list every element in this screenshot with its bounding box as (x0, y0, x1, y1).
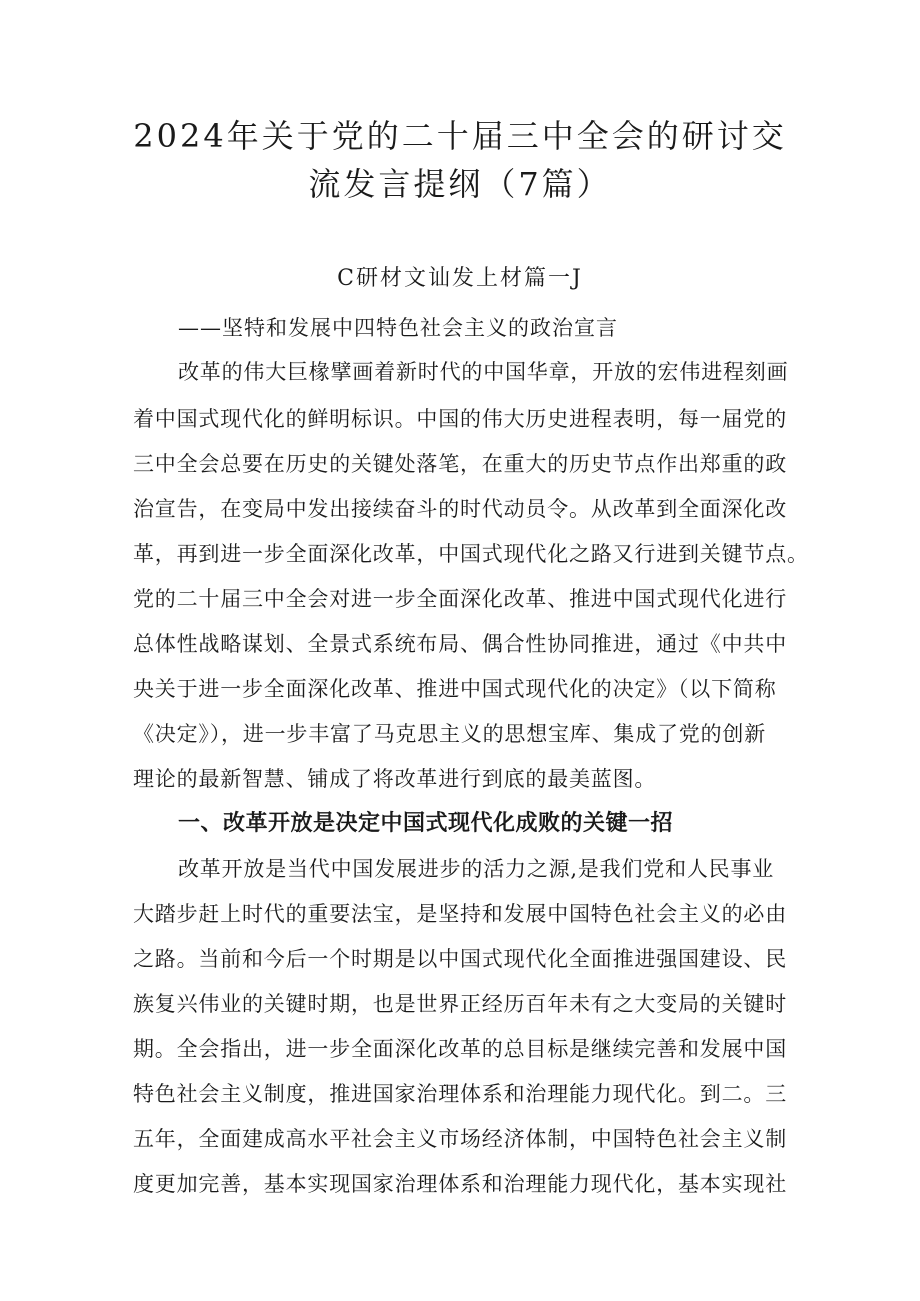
paragraph-line: 着中国式现代化的鲜明标识。中国的伟大历史进程表明，每一届党的 (133, 407, 787, 431)
paragraph-line: 央关于进一步全面深化改革、推进中国式现代化的决定》（以下简称 (133, 677, 777, 701)
paragraph-line: 度更加完善，基本实现国家治理体系和治理能力现代化，基本实现社 (133, 1172, 787, 1196)
paragraph-line: 三中全会总要在历史的关键处落笔，在重大的历史节点作出郑重的政 (133, 452, 787, 476)
paragraph-line: 治宣告，在变局中发出接续奋斗的时代动员令。从改革到全面深化改 (133, 497, 787, 521)
paragraph-line: 《决定》），进一步丰富了马克思主义的思想宝库、集成了党的创新 (133, 722, 766, 746)
paragraph-line: 期。全会指出，进一步全面深化改革的总目标是继续完善和发展中国 (133, 1037, 787, 1061)
paragraph-line: 革，再到进一步全面深化改革，中国式现代化之路又行进到关键节点。 (133, 542, 809, 566)
paragraph-line: 改革的伟大巨椽擘画着新时代的中国华章，开放的宏伟进程刻画 (178, 360, 789, 384)
paragraph-line: 大踏步赶上时代的重要法宝，是坚持和发展中国特色社会主义的必由 (133, 902, 787, 926)
paragraph-line: 总体性战略谋划、全景式系统布局、偶合性协同推进，通过《中共中 (133, 632, 787, 656)
paragraph-line: 之路。当前和今后一个时期是以中国式现代化全面推进强国建设、民 (133, 947, 787, 971)
paragraph-line: 改革开放是当代中国发展进步的活力之源,是我们党和人民事业 (178, 857, 775, 881)
paragraph-line: 党的二十届三中全会对进一步全面深化改革、推进中国式现代化进行 (133, 587, 787, 611)
paragraph-line: 族复兴伟业的关键时期，也是世界正经历百年未有之大变局的关键时 (133, 992, 787, 1016)
document-title-line-1: 2024年关于党的二十届三中全会的研讨交 (133, 117, 787, 155)
article-heading: C研材文讪发上材篇一J (337, 266, 583, 291)
section-heading: 一、改革开放是决定中国式现代化成败的关键一招 (178, 811, 674, 836)
article-subtitle: ——坚特和发展中四特色社会主义的政治宣言 (178, 316, 618, 340)
paragraph-line: 五年，全面建成高水平社会主义市场经济体制，中国特色社会主义制 (133, 1127, 787, 1151)
paragraph-line: 特色社会主义制度，推进国家治理体系和治理能力现代化。到二。三 (133, 1082, 787, 1106)
paragraph-line: 理论的最新智慧、铺成了将改革进行到底的最美蓝图。 (133, 767, 657, 791)
document-title-line-2: 流发言提纲（7篇） (308, 165, 612, 203)
